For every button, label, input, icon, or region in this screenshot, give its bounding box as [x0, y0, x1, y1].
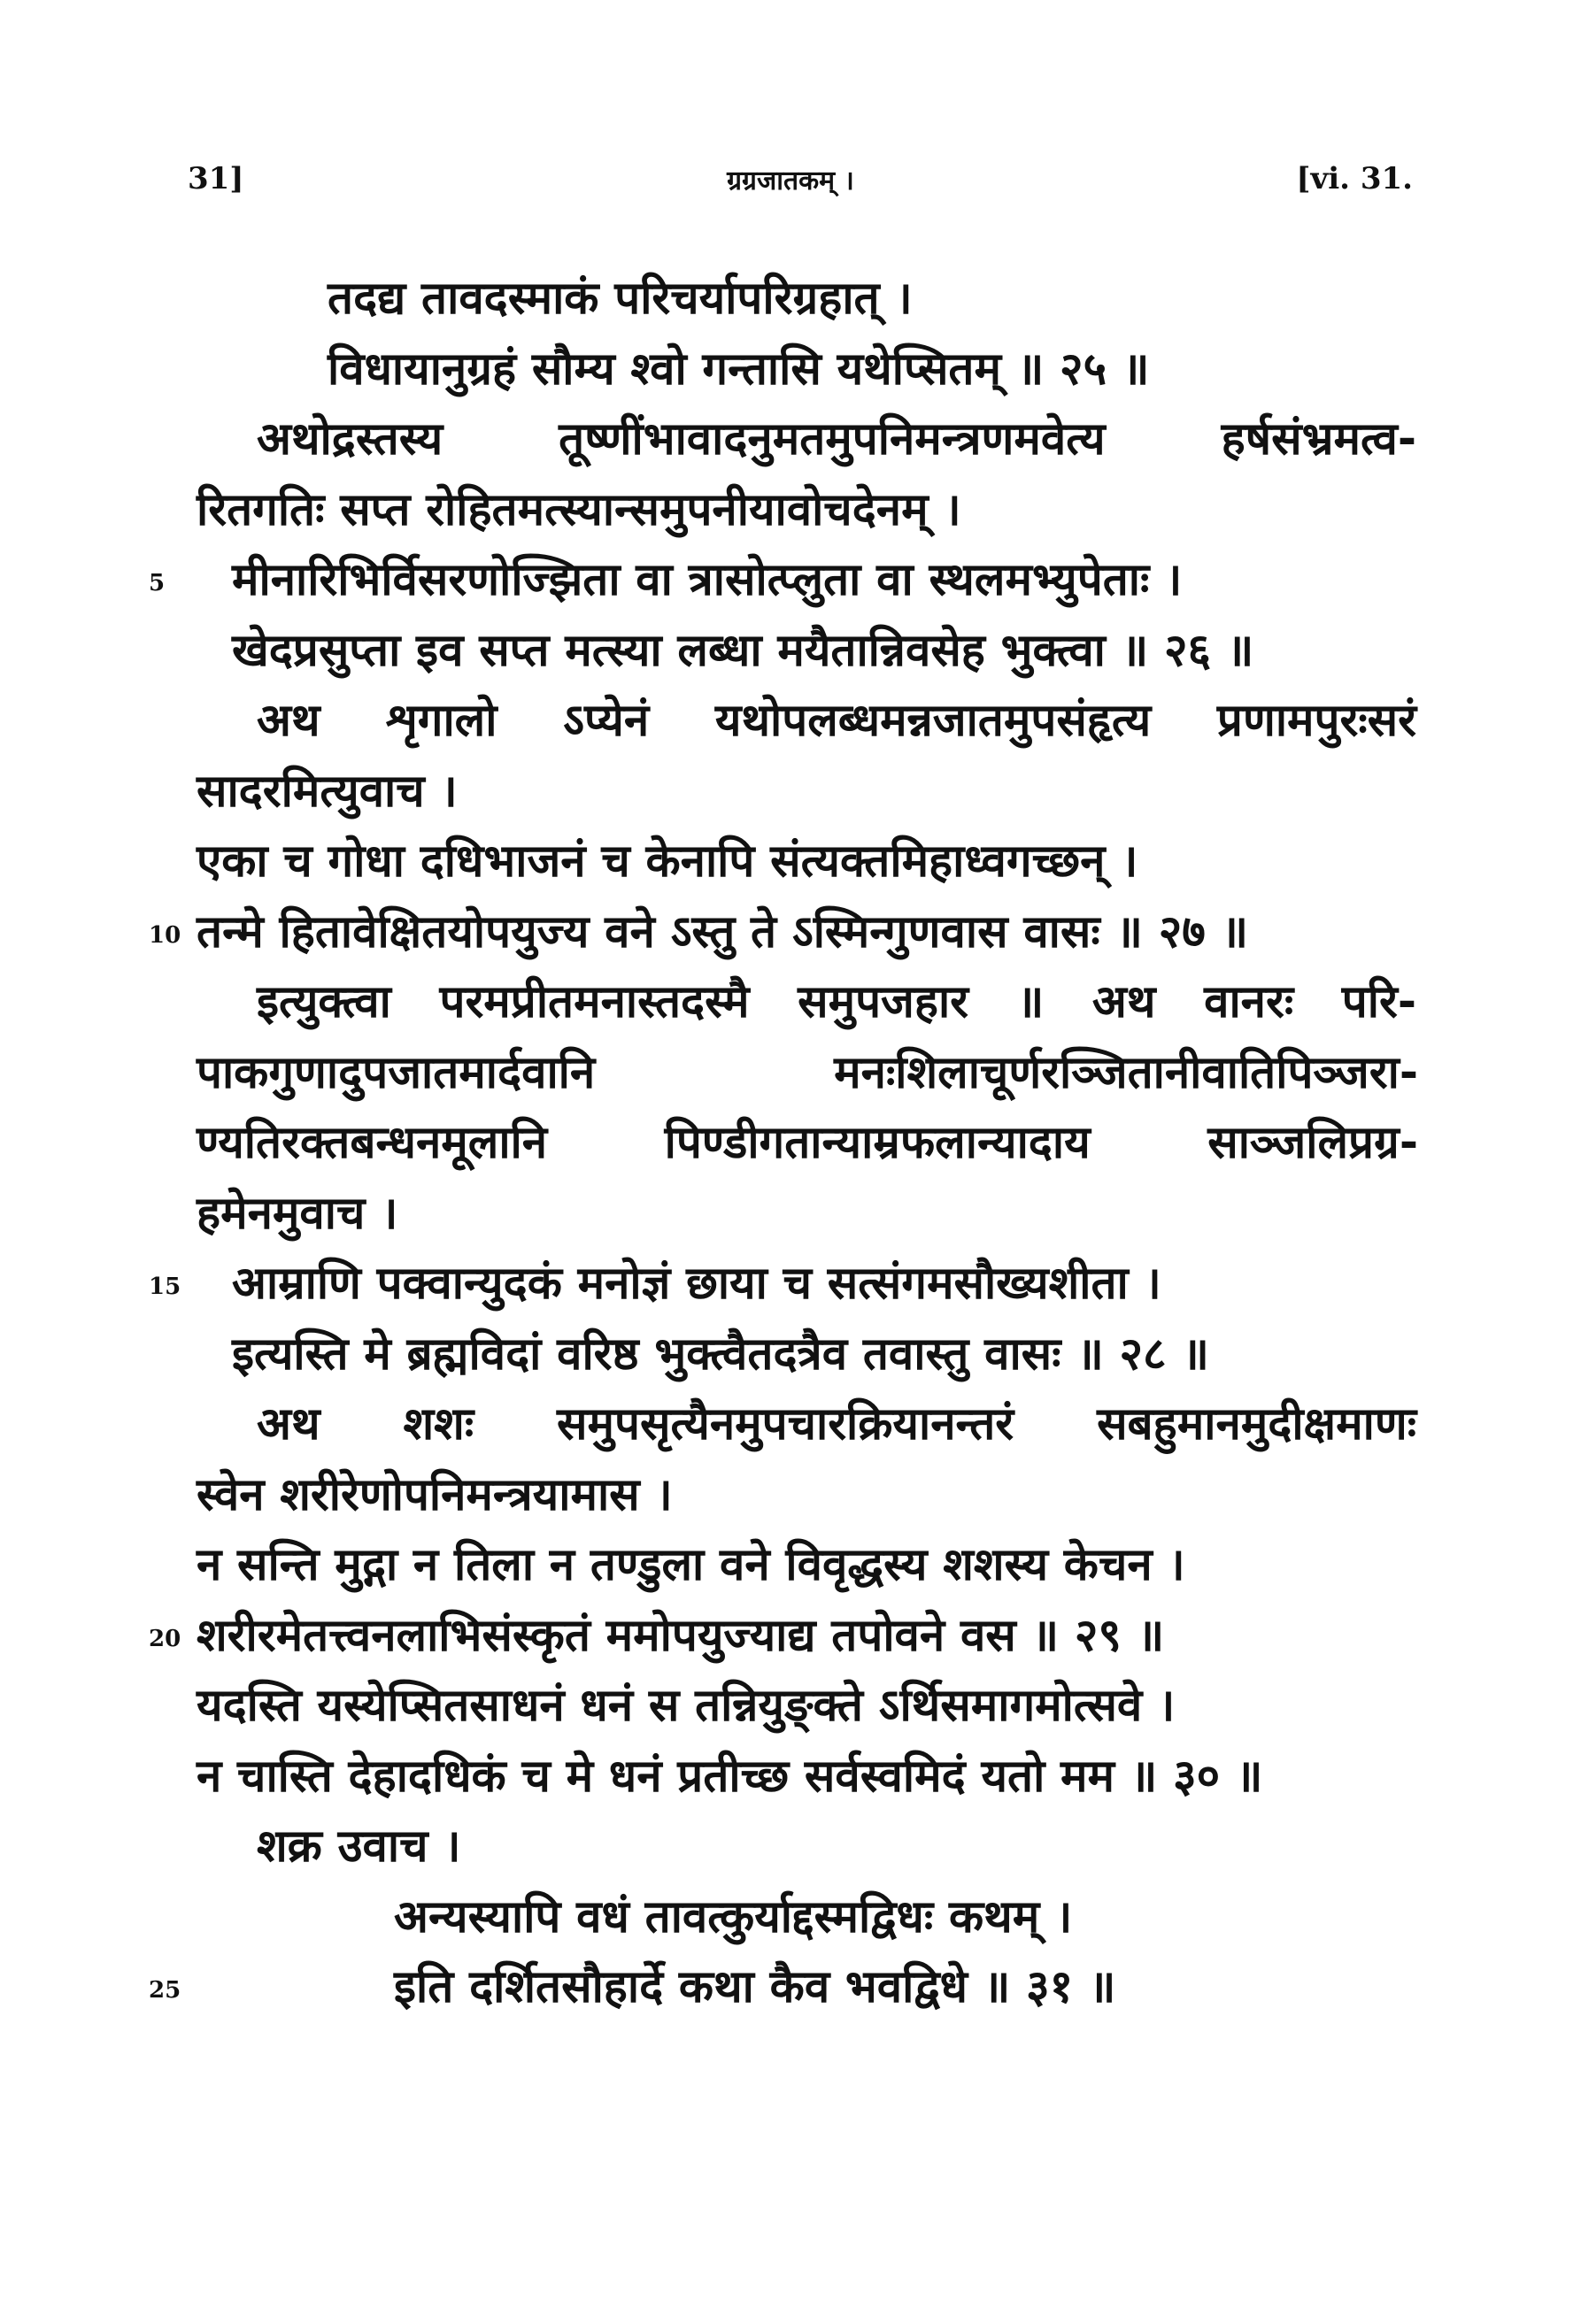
line-number: 25	[149, 1977, 181, 2004]
section-reference: [vi. 31.	[1296, 161, 1413, 196]
text-line: इत्युक्त्वा परमप्रीतमनास्तदस्मै समुपजहार ॥ अथ वानरः परि-	[257, 976, 1416, 1028]
text-line: 10 तन्मे हितावेक्षितयोपयुज्य वने ऽस्तु ते ऽस्मिन्गुणवास वासः ॥ २७ ॥	[0, 897, 1581, 968]
text-line: 15 आम्राणि पक्वान्युदकं मनोज्ञं छाया च सत्संगमसौख्यशीता ।	[0, 1249, 1581, 1320]
line-number: 5	[149, 570, 166, 596]
text-line: शक्र उवाच ।	[257, 1820, 461, 1873]
text-line: पाकगुणादुपजातमार्दवानि मनःशिलाचूर्णरञ्जितानीवातिपिञ्जरा-	[197, 1046, 1418, 1099]
text-line: अथोद्रस्तस्य तूष्णींभावादनुमतमुपनिमन्त्रणमवेत्य हर्षसंभ्रमत्व-	[257, 413, 1416, 466]
text-line: रितगतिः सप्त रोहितमत्स्यान्समुपनीयावोचदेनम् ।	[197, 483, 961, 536]
text-line: अथ शृगालो ऽप्येनं यथोपलब्धमन्नजातमुपसंहृत्य प्रणामपुरःसरं	[257, 695, 1416, 747]
text-line: तदद्य तावदस्माकं परिचर्यापरिग्रहात् ।	[328, 273, 913, 325]
line-number: 10	[149, 921, 181, 949]
line-number: 15	[149, 1274, 181, 1300]
text-line: एका च गोधा दधिभाजनं च केनापि संत्यक्तमिहाध्वगच्छन् ।	[197, 835, 1138, 888]
main-text	[0, 264, 1581, 2023]
text-line: खेदप्रसुप्ता इव सप्त मत्स्या लब्धा मयैतान्निवसेह भुक्त्वा ॥ २६ ॥	[232, 624, 1254, 677]
running-title: ग्रग्रजातकम् ।	[727, 165, 854, 196]
text-line: न चास्ति देहादधिकं च मे धनं प्रतीच्छ सर्वस्वमिदं यतो मम ॥ ३० ॥	[197, 1750, 1263, 1803]
text-line: ण्यतिरक्तबन्धनमूलानि पिण्डीगतान्याम्रफलान्यादाय साञ्जलिप्रग्र-	[197, 1117, 1418, 1169]
text-line: न सन्ति मुद्गा न तिला न तण्डुला वने विवृद्धस्य शशस्य केचन ।	[197, 1539, 1185, 1591]
line-number: 20	[149, 1625, 181, 1652]
page-number: 31]	[188, 161, 244, 196]
text-line: विधायानुग्रहं सौम्य श्वो गन्तासि यथेप्सितम् ॥ २५ ॥	[328, 342, 1150, 396]
page-header	[0, 161, 1581, 205]
text-line: अन्यस्यापि वधं तावत्कुर्याद्दस्मद्विधः कथम् ।	[394, 1890, 1073, 1943]
text-line: यदस्ति यस्येप्सितसाधनं धनं स तन्नियुङ्क्ते ऽर्थिसमागमोत्सवे ।	[197, 1680, 1176, 1732]
text-line: 25 इति दर्शितसौहार्दे कथा कैव भवद्विधे ॥ ३१ ॥	[0, 1952, 1581, 2023]
text-line: स्वेन शरीरेणोपनिमन्त्रयामास ।	[197, 1468, 673, 1521]
text-line: 20 शरीरमेतत्त्वनलाभिसंस्कृतं ममोपयुज्याद्य तपोवने वस ॥ २९ ॥	[0, 1601, 1581, 1672]
text-line: हमेनमुवाच ।	[197, 1187, 398, 1240]
text-line: अथ शशः समुपसृत्यैनमुपचारक्रियानन्तरं सबहुमानमुदीक्षमाणः	[257, 1398, 1416, 1451]
text-line: 5 मीनारिभिर्विसरणोज्झिता वा त्रासोत्प्लुता वा स्थलमभ्युपेताः ।	[0, 545, 1581, 616]
text-line: इत्यस्ति मे ब्रह्मविदां वरिष्ठ भुक्त्वैतदत्रैव तवास्तु वासः ॥ २८ ॥	[232, 1327, 1209, 1381]
text-line: सादरमित्युवाच ।	[197, 765, 458, 818]
